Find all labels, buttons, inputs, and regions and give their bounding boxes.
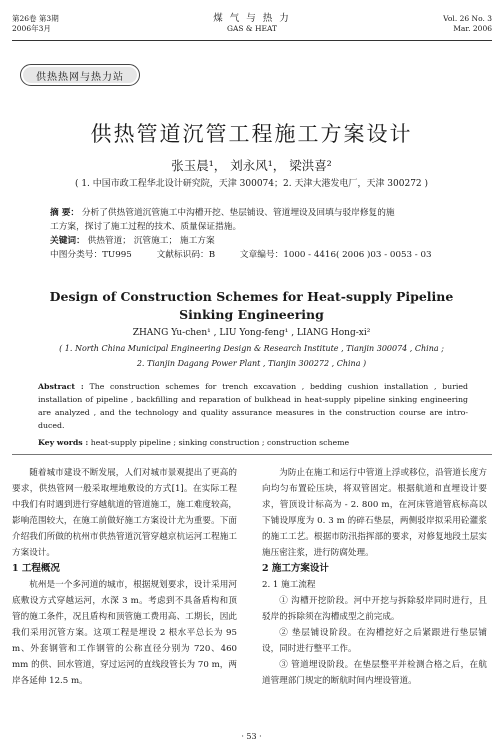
subsection-heading-2-1: 2. 1 施工流程 (262, 580, 316, 590)
abstract-cn: 摘 要： 分析了供热管道沉管施工中沟槽开挖、垫层铺设、管道埋设及回填与驳岸修复的施 工方案，探讨了施工过程的技术、质量保证措施。 关键词： 供热管道； 沉管施工； 施工方案 中图分类号：TU995 文献标识码：B 文章编号：1000 - 4416( 2006 )03 - 0053 - 03 (50, 206, 470, 262)
affiliation-cn: ( 1. 中国市政工程华北设计研究院，天津 300074；2. 天津大港发电厂，天津 300272 ) (74, 179, 429, 189)
step-3: ③ 管道埋设阶段。在垫层整平并检测合格之后，在航道管理部门规定的断航时间内埋设管道。 (262, 660, 487, 686)
abstract-en-label: Abstract : (38, 382, 84, 391)
step-1: ① 沟槽开挖阶段。河中开挖与拆除驳岸同时进行，且驳岸的拆除须在沟槽成型之前完成。 (262, 596, 487, 622)
classification-line: 中图分类号：TU995 文献标识码：B 文章编号：1000 - 4416( 2006 )03 - 0053 - 03 (50, 250, 432, 260)
body-left-column (12, 465, 237, 689)
step-2: ② 垫层铺设阶段。在沟槽挖好之后紧跟进行垫层铺设，同时进行整平工作。 (262, 628, 487, 654)
keywords-en: Key words : heat-supply pipeline ; sinking construction ; construction scheme (38, 438, 350, 447)
journal-name: 煤 气 与 热 力 GAS & HEAT (213, 13, 291, 33)
paper-title-cn: 供热管道沉管工程施工方案设计 (90, 122, 413, 146)
column-tag (20, 64, 140, 86)
abstract-en: Abstract : The construction schemes for trench excavation , bedding cushion installation , buried installation of pipeline , backfilling and reparation of bulkhead in heat-supply pipeline sinking engineering are analyzed , and the technology and quality assurance measures in the construction course are intro-duced. (38, 382, 469, 430)
authors-cn: 张玉晨¹， 刘永风¹， 梁洪喜² (171, 158, 332, 173)
affiliation-en-2: 2. Tianjin Dagang Power Plant , Tianjin 300272 , China ) (136, 359, 367, 368)
body-right-column (262, 465, 487, 689)
journal-issue: Vol. 26 No. 3 Mar. 2006 (443, 14, 492, 33)
overview-paragraph: 杭州是一个多河道的城市，根据规划要求，设计采用河底敷设方式穿越运河，水深 3 m。考虑到不具备盾构和顶管的施工条件，况且盾构和顶管施工费用高、工期长，因此我们采用沉管方案。这项工程是埋设 2 根水平总长为 95 m、外套钢管和工作钢管的公称直径分别为 720、460 mm 的供、回水管道，穿过运河的直线段管长为 70 m，两岸各延伸 12.5 m。 (12, 580, 237, 686)
design-paragraph: 为防止在施工和运行中管道上浮或移位，沿管道长度方向均匀布置砼压块，将双管固定。根据航道和直埋设计要求，管顶设计标高为 - 2. 800 m，在河床管道管底标高以下铺设厚度为 0. 3 m 的碎石垫层，两侧驳岸拟采用砼灌浆的施工工艺。根据市防汛指挥部的要求，对修复地段土层实施压密注浆，进行防腐处理。 (262, 468, 487, 558)
keywords-cn: 关键词： 供热管道； 沉管施工； 施工方案 (50, 236, 215, 246)
section-heading-2: 2 施工方案设计 (262, 563, 329, 574)
paper-title-en: Design of Construction Schemes for Heat-supply Pipeline Sinking Engineering (49, 289, 454, 322)
affiliation-en-1: ( 1. North China Municipal Engineering Design & Research Institute , Tianjin 300074 , China ; (59, 344, 444, 353)
page-number: · 53 · (241, 732, 262, 741)
section-divider (12, 454, 492, 455)
column-tag-label: 供热热网与热力站 (36, 72, 124, 83)
journal-volume: 第26卷 第3期 2006年3月 (12, 14, 59, 33)
abstract-cn-label: 摘 要： (50, 208, 80, 218)
header-divider (12, 40, 492, 41)
authors-en: ZHANG Yu-chen¹ , LIU Yong-feng¹ , LIANG Hong-xi² (132, 328, 371, 338)
intro-paragraph: 随着城市建设不断发展，人们对城市景观提出了更高的要求，供热管网一般采取埋地敷设的方式[1]。在实际工程中我们有时遇到进行穿越航道的管道施工，施工难度较高，影响范围较大，在施工前做好施工方案设计尤为重要。下面介绍我们所做的杭州市供热管道沉管穿越京杭运河工程施工方案设计。 (12, 468, 237, 558)
section-heading-1: 1 工程概况 (12, 563, 60, 574)
